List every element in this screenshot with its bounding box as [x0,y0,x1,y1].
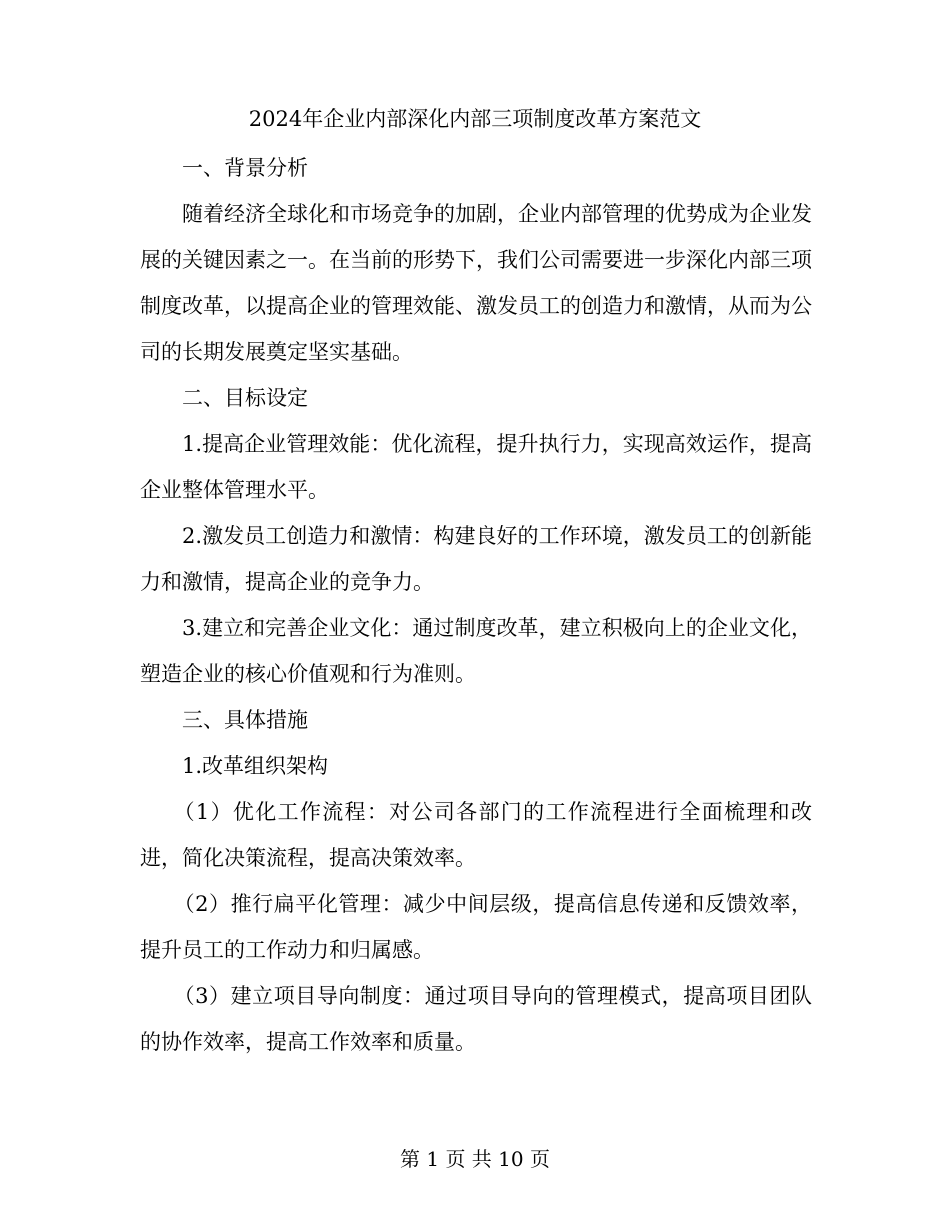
goal-item-1: 1.提高企业管理效能：优化流程，提升执行力，实现高效运作，提高企业整体管理水平。 [140,432,812,502]
document-title: 2024年企业内部深化内部三项制度改革方案范文 [248,107,702,131]
section-heading-measures: 三、具体措施 [182,708,308,732]
measure-subheading-1: 1.改革组织架构 [182,754,329,778]
goal-item-2: 2.激发员工创造力和激情：构建良好的工作环境，激发员工的创新能力和激情，提高企业的竞争力。 [140,524,812,594]
measure-item-1: （1）优化工作流程：对公司各部门的工作流程进行全面梳理和改进，简化决策流程，提高决策效率。 [140,800,812,870]
measure-item-2: （2）推行扁平化管理：减少中间层级，提高信息传递和反馈效率，提升员工的工作动力和归属感。 [140,892,812,962]
section-heading-goals: 二、目标设定 [182,386,308,410]
document-body [140,145,812,1065]
section-heading-background: 一、背景分析 [182,156,308,180]
goal-item-3: 3.建立和完善企业文化：通过制度改革，建立积极向上的企业文化，塑造企业的核心价值观和行为准则。 [140,616,812,686]
page-footer: 第 1 页 共 10 页 [400,1147,550,1171]
measure-item-3: （3）建立项目导向制度：通过项目导向的管理模式，提高项目团队的协作效率，提高工作效率和质量。 [140,984,812,1054]
paragraph-background: 随着经济全球化和市场竞争的加剧，企业内部管理的优势成为企业发展的关键因素之一。在当前的形势下，我们公司需要进一步深化内部三项制度改革，以提高企业的管理效能、激发员工的创造力和激情，从而为公司的长期发展奠定坚实基础。 [140,202,812,364]
